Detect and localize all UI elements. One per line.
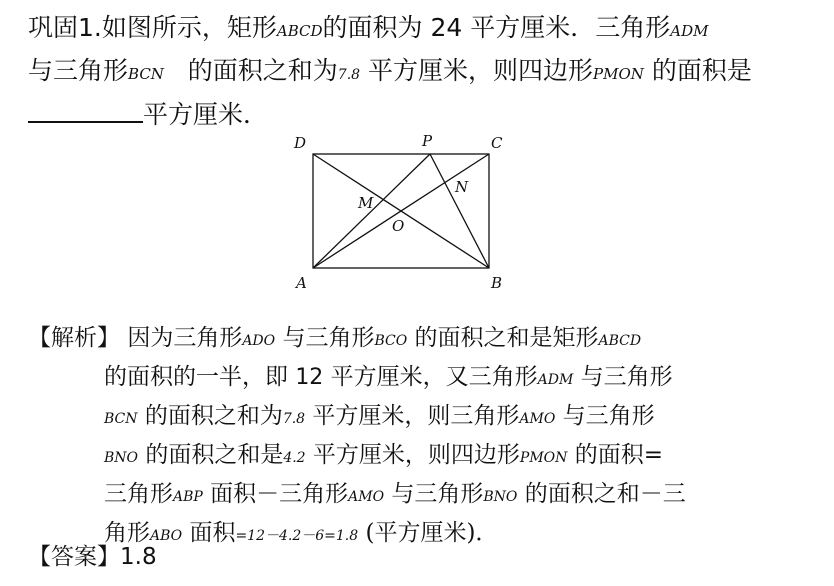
question-prefix: 巩固1. [28,13,102,42]
label-a: A [296,274,307,292]
sum-value: 7.8 [337,67,361,83]
label-c: C [491,134,503,152]
answer-blank [28,97,143,123]
answer-head: 【答案】 [28,544,120,570]
label-o: O [392,217,405,235]
label-d: D [294,134,307,152]
segment-bp [430,154,489,268]
geometry-figure [282,128,522,298]
question-text: 巩固1.如图所示，矩形ABCD的面积为 24 平方厘米．三角形ADM 与三角形BCN 的面积之和为7.8 平方厘米，则四边形PMON 的面积是 平方厘米． [28,13,752,129]
solution-head: 【解析】 [28,325,120,351]
label-p: P [422,132,433,150]
area-value: 24 [430,13,463,42]
answer-value: 1.8 [120,544,157,570]
answer-line [28,538,157,571]
label-b: B [491,274,503,292]
solution-text: 【解析】 因为三角形ADO 与三角形BCO 的面积之和是矩形ABCD 的面积的一半，即 12 平方厘米，又三角形ADM 与三角形 BCN 的面积之和为7.8 平方厘米，则三角形AMO 与三角形 BNO 的面积之和是4.2 平方厘米，则四边形PMON 的面积= 三角形ABP 面积－三角形AMO 与三角形BNO 的面积之和－三 角形ABO 面积=12－4.2－6=1.8 (平方厘米)． [28,325,686,546]
label-m: M [358,194,374,212]
label-n: N [455,178,469,196]
rect-abcd: ABCD [276,22,323,40]
